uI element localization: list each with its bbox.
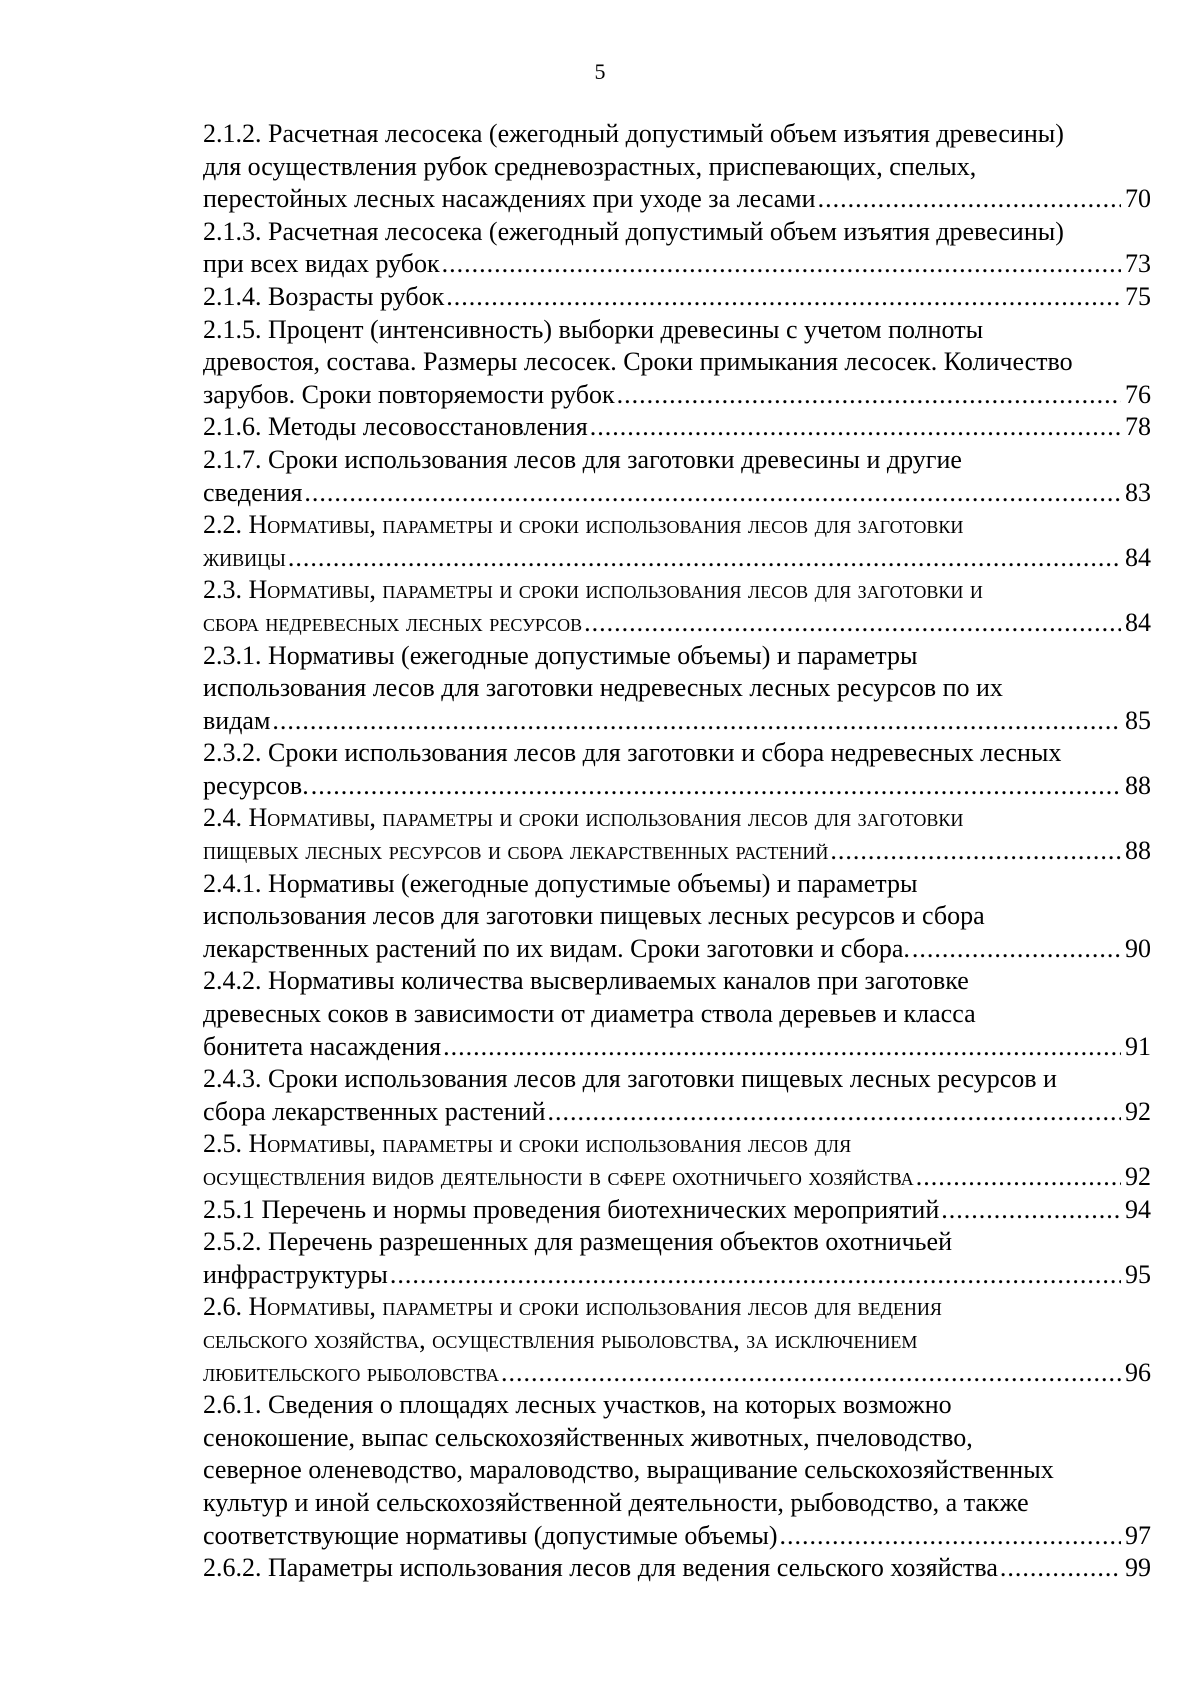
toc-entry-text-line: перестойных лесных насаждениях при уходе за лесами — [203, 184, 816, 214]
toc-entry-text-line: ресурсов. — [203, 770, 309, 800]
dot-leader — [501, 1357, 1121, 1390]
toc-entry[interactable] — [203, 737, 1151, 802]
toc-page-number: 90 — [1125, 933, 1151, 963]
dot-leader — [916, 1161, 1121, 1194]
toc-entry-last-line — [203, 770, 1151, 803]
toc-entry-last-line — [203, 705, 1151, 738]
toc-entry-text-line: 2.4.3. Сроки использования лесов для заготовки пищевых лесных ресурсов и — [203, 1064, 1057, 1094]
toc-entry-last-line — [203, 1520, 1151, 1553]
toc-entry-text-line: 2.1.5. Процент (интенсивность) выборки древесины с учетом полноты — [203, 314, 984, 344]
toc-entry[interactable] — [203, 509, 1151, 574]
toc-entry-text-line: древесных соков в зависимости от диаметра ствола деревьев и класса — [203, 999, 976, 1029]
toc-entry-last-line — [203, 281, 1151, 314]
toc-entry[interactable] — [203, 411, 1151, 444]
toc-entry-last-line — [203, 1357, 1151, 1390]
toc-entry-text-line: 2.3.1. Нормативы (ежегодные допустимые объемы) и параметры — [203, 640, 918, 670]
toc-entry[interactable] — [203, 118, 1151, 216]
toc-entry-last-line — [203, 1161, 1151, 1194]
toc-entry-last-line — [203, 542, 1151, 575]
toc-entry-text-line: видам — [203, 705, 271, 735]
dot-leader — [442, 248, 1121, 281]
toc-entry-text-line: при всех видах рубок — [203, 249, 440, 279]
dot-leader — [311, 770, 1121, 803]
dot-leader — [780, 1520, 1121, 1553]
toc-page-number: 85 — [1125, 705, 1151, 735]
dot-leader — [304, 477, 1121, 510]
toc-entry-last-line — [203, 183, 1151, 216]
toc-entry-last-line — [203, 411, 1151, 444]
toc-entry[interactable] — [203, 1128, 1151, 1193]
toc-entry[interactable] — [203, 281, 1151, 314]
toc-entry-text-line: северное оленеводство, мараловодство, выращивание сельскохозяйственных — [203, 1455, 1054, 1485]
toc-entry-last-line — [203, 1552, 1151, 1585]
toc-entry-text-line: древостоя, состава. Размеры лесосек. Сроки примыкания лесосек. Количество — [203, 347, 1073, 377]
toc-entry-text-line: 2.6.2. Параметры использования лесов для ведения сельского хозяйства — [203, 1553, 998, 1583]
dot-leader — [288, 542, 1121, 575]
dot-leader — [912, 933, 1121, 966]
toc-entry-text-line: 2.1.3. Расчетная лесосека (ежегодный допустимый объем изъятия древесины) — [203, 216, 1064, 246]
toc-entry-text-line: соответствующие нормативы (допустимые объемы) — [203, 1520, 778, 1550]
dot-leader — [818, 183, 1121, 216]
toc-page-number: 73 — [1125, 249, 1151, 279]
toc-page-number: 99 — [1125, 1553, 1151, 1583]
toc-entry[interactable] — [203, 802, 1151, 867]
toc-entry-last-line — [203, 1259, 1151, 1292]
toc-entry-text-line: для осуществления рубок средневозрастных, приспевающих, спелых, — [203, 151, 977, 181]
toc-page-number: 95 — [1125, 1259, 1151, 1289]
toc-entry-text-line: осуществления видов деятельности в сфере охотничьего хозяйства — [203, 1162, 914, 1191]
dot-leader — [590, 411, 1121, 444]
toc-page-number: 88 — [1125, 836, 1151, 866]
toc-page-number: 84 — [1125, 607, 1151, 637]
toc-entry[interactable] — [203, 1194, 1151, 1227]
toc-entry-text-line: 2.5. Нормативы, параметры и сроки использования лесов для — [203, 1129, 852, 1159]
toc-entry-text-line: лекарственных растений по их видам. Сроки заготовки и сбора. — [203, 933, 910, 963]
toc-page-number: 83 — [1125, 477, 1151, 507]
toc-entry[interactable] — [203, 1291, 1151, 1389]
page-number: 5 — [594, 59, 606, 84]
toc-entry-text-line: 2.6.1. Сведения о площадях лесных участков, на которых возможно — [203, 1390, 952, 1420]
toc-entry-text-line: инфраструктуры — [203, 1259, 388, 1289]
dot-leader — [446, 281, 1121, 314]
toc-entry[interactable] — [203, 1389, 1151, 1552]
toc-entry-text-line: 2.2. Нормативы, параметры и сроки использования лесов для заготовки — [203, 510, 964, 540]
toc-entry-text-line: использования лесов для заготовки пищевых лесных ресурсов и сбора — [203, 901, 985, 931]
toc-entry-text-line: сбора недревесных лесных ресурсов — [203, 607, 583, 637]
toc-page-number: 92 — [1125, 1096, 1151, 1126]
toc-entry-text-line: сведения — [203, 477, 303, 507]
toc-entry-text-line: живицы — [203, 542, 286, 572]
toc-page-number: 88 — [1125, 770, 1151, 800]
toc-page-number: 94 — [1125, 1194, 1151, 1224]
toc-entry-last-line — [203, 1031, 1151, 1064]
toc-entry[interactable] — [203, 1552, 1151, 1585]
toc-page-number: 84 — [1125, 542, 1151, 572]
toc-page-number: 92 — [1125, 1162, 1151, 1191]
toc-entry-text-line: 2.4. Нормативы, параметры и сроки использования лесов для заготовки — [203, 803, 964, 833]
toc-entry-text-line: 2.5.1 Перечень и нормы проведения биотехнических мероприятий — [203, 1194, 940, 1224]
dot-leader — [830, 835, 1121, 868]
toc-entry-last-line — [203, 607, 1151, 640]
dot-leader — [941, 1194, 1121, 1227]
toc-entry-text-line: 2.1.2. Расчетная лесосека (ежегодный допустимый объем изъятия древесины) — [203, 119, 1064, 148]
toc-entry-text-line: сельского хозяйства, осуществления рыболовства, за исключением — [203, 1324, 918, 1354]
toc-entry-text-line: 2.4.1. Нормативы (ежегодные допустимые объемы) и параметры — [203, 868, 918, 898]
toc-entry-last-line — [203, 835, 1151, 868]
toc-entry-last-line — [203, 248, 1151, 281]
toc-entry-text-line: зарубов. Сроки повторяемости рубок — [203, 379, 615, 409]
toc-page-number: 70 — [1125, 184, 1151, 214]
toc-page-number: 97 — [1125, 1520, 1151, 1550]
dot-leader — [548, 1096, 1121, 1129]
toc-page-number: 96 — [1125, 1357, 1151, 1387]
toc-entry-text-line: сбора лекарственных растений — [203, 1096, 546, 1126]
toc-entry-last-line — [203, 1194, 1151, 1227]
toc-page-number: 75 — [1125, 281, 1151, 311]
dot-leader — [272, 705, 1121, 738]
toc-entry-text-line: пищевых лесных ресурсов и сбора лекарственных растений — [203, 836, 829, 866]
dot-leader — [443, 1031, 1121, 1064]
toc-entry-text-line: 2.6. Нормативы, параметры и сроки использования лесов для ведения — [203, 1292, 942, 1322]
toc-entry-text-line: 2.5.2. Перечень разрешенных для размещения объектов охотничьей — [203, 1227, 952, 1257]
dot-leader — [390, 1259, 1121, 1292]
toc-entry[interactable] — [203, 868, 1151, 966]
toc-entry-text-line: 2.3. Нормативы, параметры и сроки использования лесов для заготовки и — [203, 575, 983, 605]
toc-entry-text-line: сенокошение, выпас сельскохозяйственных животных, пчеловодство, — [203, 1422, 973, 1452]
toc-entry-last-line — [203, 379, 1151, 412]
dot-leader — [617, 379, 1121, 412]
toc-page-number: 78 — [1125, 412, 1151, 442]
toc-entry[interactable] — [203, 965, 1151, 1063]
dot-leader — [1000, 1552, 1121, 1585]
dot-leader — [584, 607, 1121, 640]
toc-entry-last-line — [203, 933, 1151, 966]
toc-entry-text-line: любительского рыболовства — [203, 1357, 500, 1387]
toc-entry[interactable] — [203, 314, 1151, 412]
toc-entry-text-line: 2.1.4. Возрасты рубок — [203, 281, 445, 311]
toc-entry-text-line: 2.1.7. Сроки использования лесов для заготовки древесины и другие — [203, 444, 962, 474]
toc-entry[interactable] — [203, 574, 1151, 639]
table-of-contents — [203, 118, 1151, 1585]
toc-entry-text-line: бонитета насаждения — [203, 1031, 442, 1061]
toc-entry[interactable] — [203, 444, 1151, 509]
toc-entry-last-line — [203, 477, 1151, 510]
toc-entry[interactable] — [203, 1063, 1151, 1128]
toc-entry-text-line: 2.1.6. Методы лесовосстановления — [203, 412, 588, 442]
toc-entry-text-line: культур и иной сельскохозяйственной деятельности, рыбоводство, а также — [203, 1487, 1029, 1517]
toc-page-number: 91 — [1125, 1031, 1151, 1061]
toc-entry[interactable] — [203, 216, 1151, 281]
toc-page-number: 76 — [1125, 379, 1151, 409]
toc-entry[interactable] — [203, 640, 1151, 738]
toc-entry-last-line — [203, 1096, 1151, 1129]
toc-entry-text-line: 2.4.2. Нормативы количества высверливаемых каналов при заготовке — [203, 966, 969, 996]
toc-entry-text-line: 2.3.2. Сроки использования лесов для заготовки и сбора недревесных лесных — [203, 738, 1062, 768]
toc-entry[interactable] — [203, 1226, 1151, 1291]
toc-entry-text-line: использования лесов для заготовки недревесных лесных ресурсов по их — [203, 673, 1003, 703]
